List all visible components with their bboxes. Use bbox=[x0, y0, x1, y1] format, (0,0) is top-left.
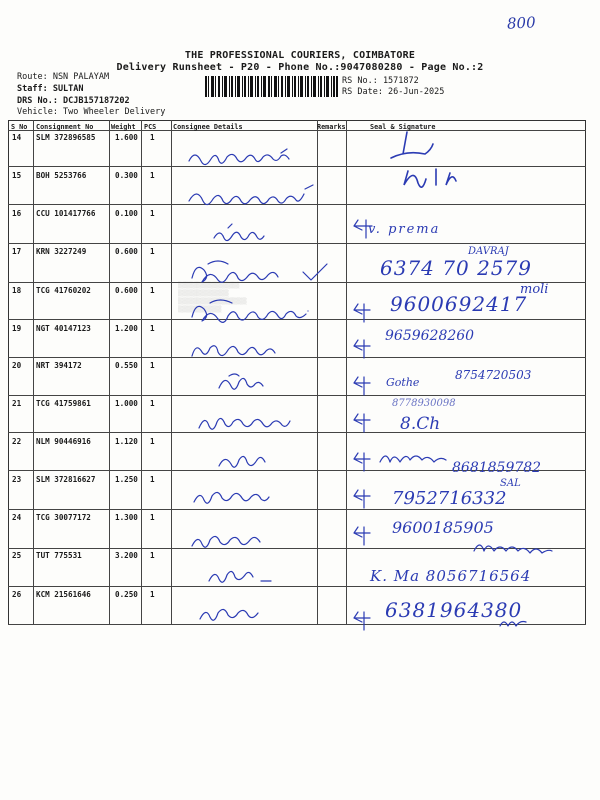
rs-date: RS Date: 26-Jun-2025 bbox=[342, 87, 445, 97]
handwritten-seal: 9600185905 bbox=[392, 518, 494, 537]
vehicle-label: Vehicle: Two Wheeler Delivery bbox=[17, 107, 166, 117]
faded-stamp: ▒▒▒▒▒▒▒▒▒▒▒▒▒▒▒▒▒ ▒▒▒▒▒▒▒▒▒▒▒▒▒▒ ▒▒▒▒▒▒▒▒▒▒▒▒▒▒▒▒▒▒▒ ▒▒▒▒▒▒▒▒▒▒▒▒ bbox=[178, 282, 247, 313]
row-consignment: NLM 90446916 bbox=[36, 437, 91, 446]
handwritten-seal: 8778930098 bbox=[392, 398, 456, 409]
col-header-seal: Seal & Signature bbox=[370, 123, 436, 131]
handwritten-seal: 6374 70 2579 bbox=[380, 256, 532, 280]
row-pcs: 1 bbox=[150, 286, 155, 295]
handwritten-name bbox=[185, 183, 325, 211]
row-weight: 0.600 bbox=[115, 286, 138, 295]
handwritten-name bbox=[185, 145, 315, 173]
signature-row-15 bbox=[400, 163, 480, 193]
row-weight: 1.200 bbox=[115, 324, 138, 333]
row-weight: 0.250 bbox=[115, 590, 138, 599]
row-consignment: KCM 21561646 bbox=[36, 590, 91, 599]
rs-number: RS No.: 1571872 bbox=[342, 76, 419, 86]
row-consignment: TCG 41760202 bbox=[36, 286, 91, 295]
row-pcs: 1 bbox=[150, 133, 155, 142]
handwritten-seal: 8.Ch bbox=[400, 414, 441, 434]
row-sno: 15 bbox=[12, 171, 22, 180]
handwritten-seal: 8681859782 bbox=[452, 460, 542, 476]
row-pcs: 1 bbox=[150, 551, 155, 560]
col-divider bbox=[346, 120, 347, 625]
handwritten-seal: 7952716332 bbox=[392, 488, 507, 509]
row-rule bbox=[8, 509, 586, 510]
handwritten-seal: moli bbox=[520, 282, 549, 297]
row-sno: 25 bbox=[12, 551, 22, 560]
row-rule bbox=[8, 586, 586, 587]
row-rule bbox=[8, 243, 586, 244]
row-sno: 24 bbox=[12, 513, 22, 522]
handwritten-name bbox=[215, 370, 275, 400]
handwritten-name bbox=[188, 338, 298, 366]
barcode bbox=[205, 76, 338, 97]
arrow-mark bbox=[350, 488, 376, 510]
row-consignment: NRT 394172 bbox=[36, 361, 82, 370]
row-weight: 0.600 bbox=[115, 247, 138, 256]
row-pcs: 1 bbox=[150, 171, 155, 180]
row-consignment: SLM 372896585 bbox=[36, 133, 96, 142]
row-consignment: TCG 41759861 bbox=[36, 399, 91, 408]
handwritten-seal: SAL bbox=[500, 478, 521, 489]
handwritten-seal: K. Ma 8056716564 bbox=[370, 567, 532, 585]
handwritten-seal: 9600692417 bbox=[390, 292, 528, 316]
row-consignment: BOH 5253766 bbox=[36, 171, 87, 180]
page-number-mark: 800 bbox=[506, 13, 537, 33]
col-header-remarks: Remarks bbox=[317, 123, 346, 131]
row-consignment: TCG 30077172 bbox=[36, 513, 91, 522]
col-divider bbox=[171, 120, 172, 625]
handwritten-scribble bbox=[376, 446, 456, 468]
arrow-mark bbox=[350, 375, 376, 397]
company-title: THE PROFESSIONAL COURIERS, COIMBATORE bbox=[184, 50, 416, 61]
row-weight: 1.300 bbox=[115, 513, 138, 522]
col-divider bbox=[109, 120, 110, 625]
row-pcs: 1 bbox=[150, 399, 155, 408]
drs-number: DRS No.: DCJB157187202 bbox=[17, 96, 130, 106]
col-header-pcs: PCS bbox=[144, 123, 157, 131]
arrow-mark bbox=[350, 525, 376, 547]
row-weight: 1.000 bbox=[115, 399, 138, 408]
col-divider bbox=[141, 120, 142, 625]
row-sno: 22 bbox=[12, 437, 22, 446]
handwritten-name bbox=[188, 530, 278, 558]
row-sno: 18 bbox=[12, 286, 22, 295]
col-header-consignment: Consignment No bbox=[36, 123, 94, 131]
row-sno: 19 bbox=[12, 324, 22, 333]
arrow-mark bbox=[350, 451, 376, 473]
handwritten-name bbox=[196, 603, 286, 631]
handwritten-scribble bbox=[470, 535, 570, 559]
handwritten-name bbox=[205, 565, 285, 593]
row-consignment: SLM 372816627 bbox=[36, 475, 96, 484]
row-pcs: 1 bbox=[150, 590, 155, 599]
arrow-mark bbox=[350, 412, 376, 434]
handwritten-name bbox=[190, 486, 280, 514]
handwritten-seal: 8754720503 bbox=[455, 368, 532, 382]
row-sno: 20 bbox=[12, 361, 22, 370]
handwritten-name bbox=[188, 297, 338, 327]
handwritten-seal: 6381964380 bbox=[385, 598, 523, 622]
handwritten-name bbox=[188, 258, 308, 288]
row-weight: 0.550 bbox=[115, 361, 138, 370]
remarks-tick bbox=[300, 262, 330, 284]
row-pcs: 1 bbox=[150, 209, 155, 218]
handwritten-name bbox=[215, 450, 275, 478]
staff-label: Staff: SULTAN bbox=[17, 84, 84, 94]
row-sno: 16 bbox=[12, 209, 22, 218]
handwritten-scribble bbox=[498, 614, 528, 634]
row-pcs: 1 bbox=[150, 437, 155, 446]
row-consignment: TUT 775531 bbox=[36, 551, 82, 560]
handwritten-seal: 9659628260 bbox=[385, 328, 475, 344]
handwritten-name bbox=[195, 410, 305, 438]
row-pcs: 1 bbox=[150, 247, 155, 256]
row-weight: 0.100 bbox=[115, 209, 138, 218]
handwritten-seal: Gothe bbox=[386, 376, 420, 389]
row-consignment: KRN 3227249 bbox=[36, 247, 87, 256]
row-pcs: 1 bbox=[150, 361, 155, 370]
row-weight: 1.120 bbox=[115, 437, 138, 446]
row-weight: 3.200 bbox=[115, 551, 138, 560]
row-sno: 26 bbox=[12, 590, 22, 599]
col-divider bbox=[33, 120, 34, 625]
col-header-sno: S No bbox=[11, 123, 28, 131]
col-header-weight: Weight bbox=[111, 123, 136, 131]
handwritten-seal: v. prema bbox=[368, 222, 441, 237]
arrow-mark bbox=[350, 302, 376, 324]
row-sno: 14 bbox=[12, 133, 22, 142]
row-sno: 23 bbox=[12, 475, 22, 484]
row-consignment: CCU 101417766 bbox=[36, 209, 96, 218]
route-label: Route: NSN PALAYAM bbox=[17, 72, 110, 82]
row-consignment: NGT 40147123 bbox=[36, 324, 91, 333]
row-sno: 17 bbox=[12, 247, 22, 256]
row-pcs: 1 bbox=[150, 475, 155, 484]
header-rule bbox=[8, 130, 586, 131]
col-header-consignee: Consignee Details bbox=[173, 123, 243, 131]
row-weight: 1.600 bbox=[115, 133, 138, 142]
handwritten-seal: DAVRAJ bbox=[468, 246, 509, 257]
handwritten-name bbox=[210, 222, 270, 248]
row-pcs: 1 bbox=[150, 324, 155, 333]
row-weight: 0.300 bbox=[115, 171, 138, 180]
row-sno: 21 bbox=[12, 399, 22, 408]
row-pcs: 1 bbox=[150, 513, 155, 522]
runsheet-subtitle: Delivery Runsheet - P20 - Phone No.:9047080280 - Page No.:2 bbox=[116, 62, 484, 73]
row-rule bbox=[8, 395, 586, 396]
row-weight: 1.250 bbox=[115, 475, 138, 484]
arrow-mark bbox=[350, 610, 376, 632]
rs-info bbox=[342, 76, 444, 98]
arrow-mark bbox=[350, 338, 376, 360]
